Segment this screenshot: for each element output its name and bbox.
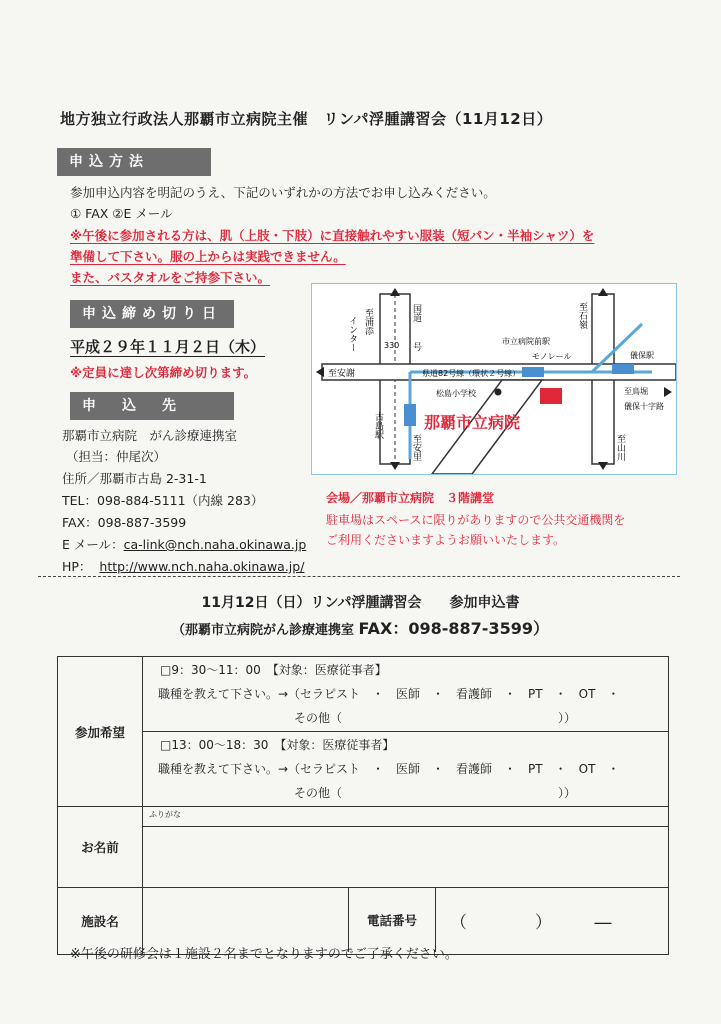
contact-address: 住所／那覇市古島 2-31-1 bbox=[62, 471, 207, 486]
email-link[interactable]: ca-link@nch.naha.okinawa.jp bbox=[123, 537, 307, 552]
furigana-label: ふりがな bbox=[149, 810, 181, 819]
page-title: 地方独立行政法人那覇市立病院主催 リンパ浮腫講習会（11月12日） bbox=[60, 110, 553, 128]
label-facility: 施設名 bbox=[58, 888, 143, 955]
hp-label: HP： bbox=[62, 559, 92, 574]
section-heading-contact: 申 込 先 bbox=[70, 392, 234, 420]
application-form-table bbox=[57, 656, 669, 955]
contact-hp-row bbox=[62, 556, 304, 577]
map-label-monorail: モノレール bbox=[532, 352, 572, 361]
morning-job-choices[interactable]: 職種を教えて下さい。→（セラピスト ・ 医師 ・ 看護師 ・ PT ・ OT ・ bbox=[158, 687, 620, 701]
contact-person: （担当：仲尾次） bbox=[66, 449, 167, 464]
contact-fax: FAX：098-887-3599 bbox=[62, 515, 187, 530]
label-phone: 電話番号 bbox=[349, 888, 436, 952]
afternoon-session-checkbox[interactable]: □13：00〜18：30 【対象：医療従事者】 bbox=[160, 738, 395, 752]
map-label-to-asato: 至安里 bbox=[411, 434, 421, 461]
label-kibou: 参加希望 bbox=[58, 657, 143, 807]
contact-email-row bbox=[62, 534, 306, 555]
afternoon-job-other[interactable]: その他（ ）） bbox=[294, 786, 577, 800]
map-label-to-urasoe: 至浦添 bbox=[363, 308, 373, 335]
clothing-note-2: 準備して下さい。服の上からは実践できません。 bbox=[70, 249, 346, 264]
contact-tel: TEL：098-884-5111（内線 283） bbox=[62, 493, 264, 508]
afternoon-job-choices[interactable]: 職種を教えて下さい。→（セラピスト ・ 医師 ・ 看護師 ・ PT ・ OT ・ bbox=[158, 762, 620, 776]
afternoon-session-cell bbox=[143, 732, 669, 807]
map-label-kokudo-suffix: 号 bbox=[411, 342, 421, 351]
map-label-kendo: 県道82号線（環状２号線） bbox=[422, 369, 521, 378]
phone-field[interactable]: （ ） ― bbox=[450, 912, 612, 933]
footer-note: ※午後の研修会は１施設２名までとなりますのでご了承ください。 bbox=[70, 947, 458, 962]
map-label-gibo-station: 儀保駅 bbox=[630, 351, 654, 360]
map-label-to-yamakawa: 至山川 bbox=[615, 434, 625, 461]
venue-info: 会場／那覇市立病院 ３階講堂 bbox=[326, 491, 495, 505]
contact-org: 那覇市立病院 がん診療連携室 bbox=[62, 428, 238, 443]
map-label-kokudo: 国道 bbox=[411, 304, 421, 322]
map-label-school: 松島小学校 bbox=[436, 389, 476, 398]
map-label-hospital: 那覇市立病院 bbox=[424, 413, 521, 432]
section-heading-deadline: 申込締め切り日 bbox=[70, 300, 234, 328]
form-subtitle-org: （那覇市立病院がん診療連携室 bbox=[172, 623, 355, 638]
map-label-to-ishimine: 至石嶺 bbox=[577, 302, 587, 329]
apply-methods: ① FAX ②E メール bbox=[70, 206, 173, 221]
parking-note-2: ご利用くださいますようお願いいたします。 bbox=[326, 533, 566, 547]
email-label: E メール： bbox=[62, 537, 124, 552]
parking-note-1: 駐車場はスペースに限りがありますので公共交通機関を bbox=[326, 513, 626, 527]
name-field[interactable] bbox=[143, 826, 669, 887]
deadline-date: 平成２９年１１月２日（木） bbox=[70, 338, 266, 356]
section-heading-apply-method: 申込方法 bbox=[57, 148, 211, 176]
morning-session-checkbox[interactable]: □9：30〜11：00 【対象：医療従事者】 bbox=[160, 663, 387, 677]
apply-instructions: 参加申込内容を明記のうえ、下記のいずれかの方法でお申し込みください。 bbox=[70, 185, 496, 200]
hp-link[interactable]: http://www.nch.naha.okinawa.jp/ bbox=[99, 559, 305, 574]
map-label-shiritsu-station: 市立病院前駅 bbox=[502, 337, 550, 346]
facility-field[interactable] bbox=[143, 888, 349, 952]
map-label-to-shuri: 至鳥堀 bbox=[624, 387, 648, 396]
map-label-kokudo-num: 330 bbox=[384, 341, 400, 350]
clothing-note-1: ※午後に参加される方は、肌（上肢・下肢）に直接触れやすい服装（短パン・半袖シャツ）を bbox=[70, 228, 595, 243]
furigana-field[interactable] bbox=[143, 807, 669, 827]
form-title: 11月12日（日）リンパ浮腫講習会 参加申込書 bbox=[201, 595, 520, 611]
morning-job-other[interactable]: その他（ ）） bbox=[294, 711, 577, 725]
label-name: お名前 bbox=[58, 807, 143, 888]
towel-note: また、バスタオルをご持参下さい。 bbox=[70, 270, 271, 285]
map-label-gibo-crossing: 儀保十字路 bbox=[624, 402, 664, 411]
morning-session-cell bbox=[143, 657, 669, 732]
deadline-note: ※定員に達し次第締め切ります。 bbox=[70, 365, 257, 380]
cut-line-divider bbox=[38, 576, 680, 577]
access-map bbox=[311, 283, 677, 475]
form-subtitle-fax: FAX：098-887-3599） bbox=[358, 619, 549, 638]
map-label-furujima-station: 古島駅 bbox=[373, 412, 383, 439]
map-label-to-ameku: 至安謝 bbox=[328, 369, 356, 379]
map-label-interchange: インター bbox=[347, 316, 357, 352]
form-subtitle bbox=[0, 616, 721, 639]
